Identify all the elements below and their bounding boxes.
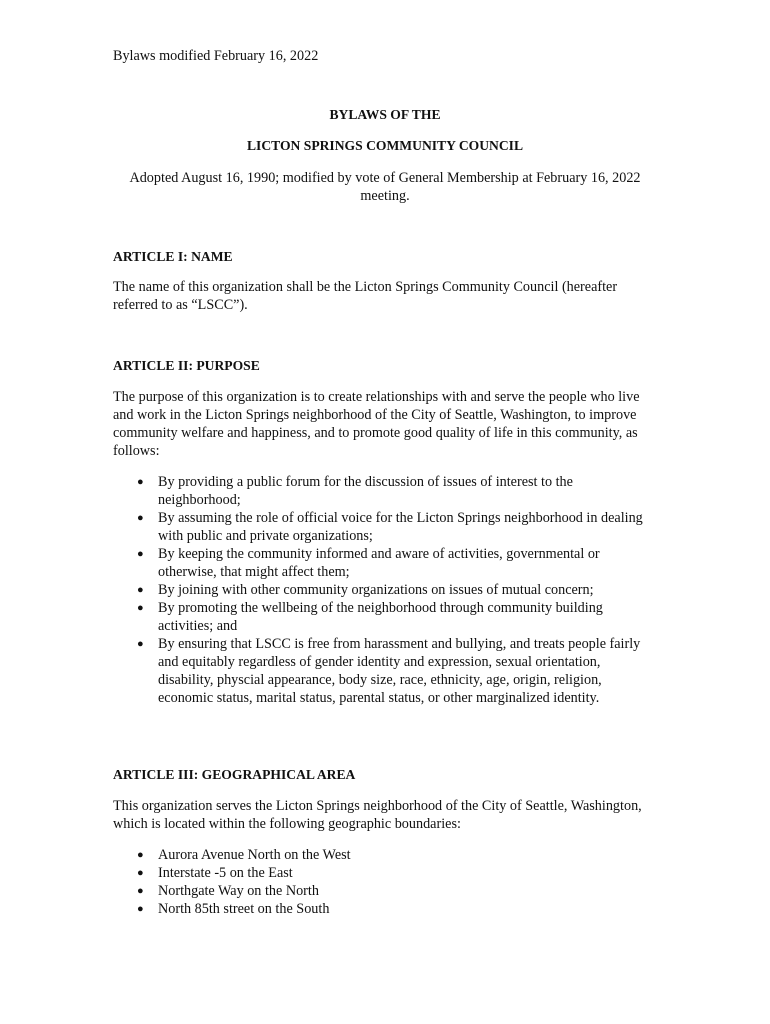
bullet-icon: ● xyxy=(137,548,144,560)
list-item-text: Northgate Way on the North xyxy=(158,883,319,899)
bullet-icon: ● xyxy=(137,885,144,897)
bullet-icon: ● xyxy=(137,638,144,650)
list-item xyxy=(113,581,658,599)
article-3-heading: ARTICLE III: GEOGRAPHICAL AREA xyxy=(113,767,356,782)
bullet-icon: ● xyxy=(137,867,144,879)
document-title-line-2: LICTON SPRINGS COMMUNITY COUNCIL xyxy=(246,138,524,153)
article-2-heading: ARTICLE II: PURPOSE xyxy=(113,358,260,373)
bullet-icon: ● xyxy=(137,849,144,861)
list-item-text: Interstate -5 on the East xyxy=(158,865,293,881)
adoption-note: Adopted August 16, 1990; modified by vote of General Membership at February 16, 2022 meeting. xyxy=(129,170,641,204)
list-item-text: By assuming the role of official voice for the Licton Springs neighborhood in dealing with public and private organizations; xyxy=(158,510,643,544)
article-1-heading: ARTICLE I: NAME xyxy=(113,249,233,264)
bullet-icon: ● xyxy=(137,903,144,915)
list-item-text: Aurora Avenue North on the West xyxy=(158,847,351,863)
article-3-boundary-list xyxy=(113,846,658,918)
list-item-text: By ensuring that LSCC is free from harassment and bullying, and treats people fairly and equitably regardless of gender identity and expression, sexual orientation, disability, physcial appearance, body size, race, ethnicity, age, origin, religion, economic status, marital status, parental status, or other marginalized identity. xyxy=(158,636,641,706)
list-item xyxy=(113,846,658,864)
list-item-text: By keeping the community informed and aware of activities, governmental or otherwise, that might affect them; xyxy=(158,546,600,580)
list-item xyxy=(113,864,658,882)
bullet-icon: ● xyxy=(137,476,144,488)
bullet-icon: ● xyxy=(137,602,144,614)
bullet-icon: ● xyxy=(137,512,144,524)
list-item xyxy=(113,599,658,635)
article-2-purpose-list xyxy=(113,473,658,707)
document-title-line-1: BYLAWS OF THE xyxy=(329,107,441,122)
list-item-text: By joining with other community organizations on issues of mutual concern; xyxy=(158,582,594,598)
list-item-text: North 85th street on the South xyxy=(158,901,330,917)
article-2-text: The purpose of this organization is to create relationships with and serve the people who live and work in the Licton Springs neighborhood of the City of Seattle, Washington, to improve community welfare and happiness, and to promote good quality of life in this community, as follows: xyxy=(113,389,640,459)
bullet-icon: ● xyxy=(137,584,144,596)
list-item xyxy=(113,900,658,918)
list-item xyxy=(113,509,658,545)
list-item xyxy=(113,635,658,707)
modified-date-note: Bylaws modified February 16, 2022 xyxy=(113,48,319,64)
list-item xyxy=(113,473,658,509)
article-3-text: This organization serves the Licton Springs neighborhood of the City of Seattle, Washington, which is located within the following geographic boundaries: xyxy=(113,798,642,832)
list-item xyxy=(113,545,658,581)
list-item-text: By promoting the wellbeing of the neighborhood through community building activities; and xyxy=(158,600,603,634)
article-1-text: The name of this organization shall be the Licton Springs Community Council (hereafter referred to as “LSCC”). xyxy=(113,279,618,313)
list-item-text: By providing a public forum for the discussion of issues of interest to the neighborhood; xyxy=(158,474,573,508)
list-item xyxy=(113,882,658,900)
